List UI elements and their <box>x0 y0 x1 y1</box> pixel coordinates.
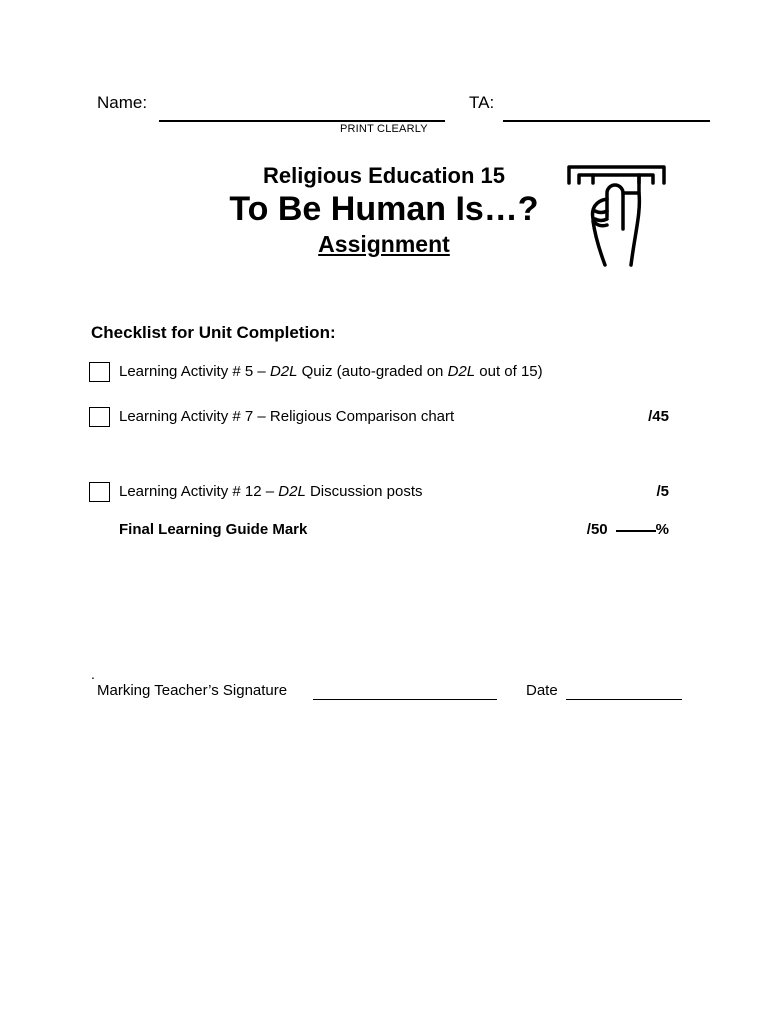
final-percent-sign: % <box>655 521 669 538</box>
assignment-subtitle: Assignment <box>318 231 450 257</box>
ta-field-line[interactable] <box>503 120 710 122</box>
final-percent-blank[interactable] <box>616 530 656 532</box>
hand-holding-paper-icon <box>565 163 667 269</box>
name-field-line[interactable] <box>159 120 445 122</box>
checkbox-activity-12[interactable] <box>89 482 110 502</box>
activity-5-label: Learning Activity # 5 – D2L Quiz (auto-graded on D2L out of 15) <box>119 363 543 380</box>
final-mark-total: /50 <box>586 521 608 538</box>
date-label: Date <box>526 682 558 699</box>
title-block <box>200 163 568 259</box>
checklist-heading: Checklist for Unit Completion: <box>91 323 336 342</box>
main-title: To Be Human Is…? <box>229 190 539 228</box>
activity-7-score: /45 <box>648 408 669 425</box>
stray-dot: . <box>91 666 95 682</box>
date-line[interactable] <box>566 699 682 700</box>
final-mark-label: Final Learning Guide Mark <box>119 521 308 538</box>
course-title: Religious Education 15 <box>262 163 506 188</box>
activity-12-label: Learning Activity # 12 – D2L Discussion posts <box>119 483 423 500</box>
checkbox-activity-7[interactable] <box>89 407 110 427</box>
checkbox-activity-5[interactable] <box>89 362 110 382</box>
activity-7-label: Learning Activity # 7 – Religious Comparison chart <box>119 408 455 425</box>
print-clearly-note: PRINT CLEARLY <box>340 123 428 135</box>
ta-label: TA: <box>469 93 495 112</box>
signature-label: Marking Teacher’s Signature <box>97 682 288 699</box>
signature-line[interactable] <box>313 699 497 700</box>
final-mark-score <box>587 521 669 538</box>
activity-12-score: /5 <box>656 483 669 500</box>
name-label: Name: <box>97 93 148 112</box>
